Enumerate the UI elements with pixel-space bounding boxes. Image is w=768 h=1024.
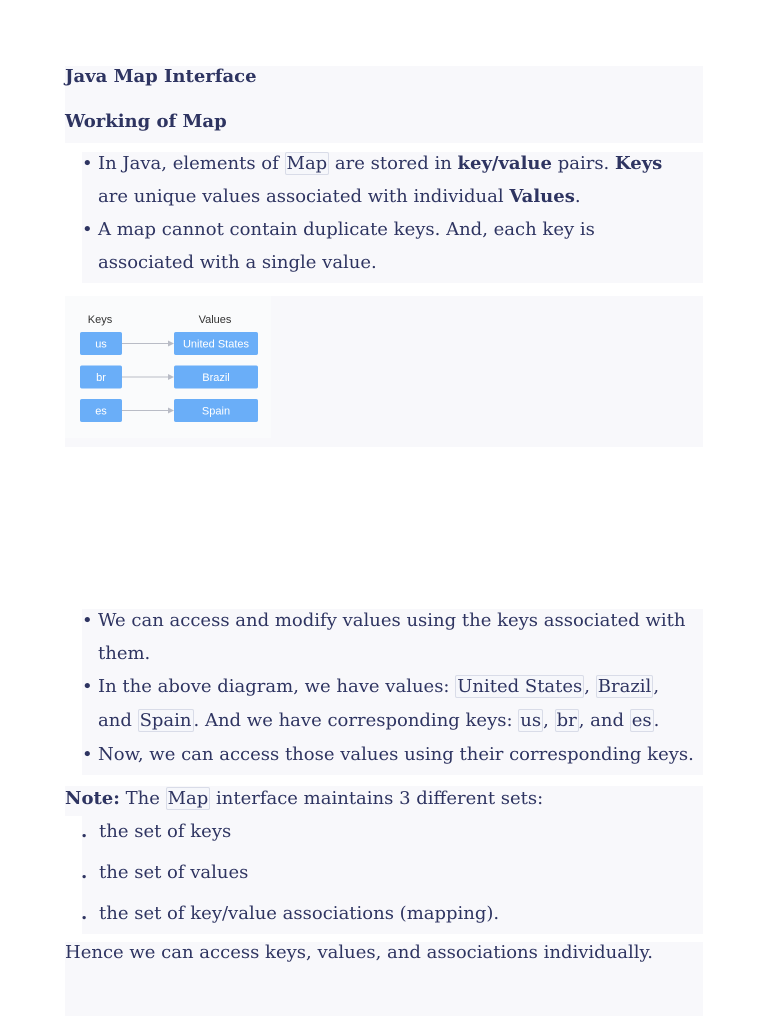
key-label: us [95,338,107,351]
inline-code: Map [286,153,328,174]
list-item: • In the above diagram, we have values: United States , Brazil , and Spain . And we have corresponding keys: us , br , and es . [80,670,695,738]
inline-code: Map [167,788,209,809]
access-list [80,604,695,771]
inline-code: Spain [139,710,192,731]
inline-code: Brazil [597,676,652,697]
value-label: Spain [201,405,231,418]
inline-code: United States [457,676,583,697]
list-item: • We can access and modify values using the keys associated with them. [80,604,695,670]
value-label: Brazil [202,372,230,384]
value-label: United States [182,338,250,351]
inline-code: br [556,710,577,731]
inline-code: us [520,710,542,731]
list-item: • A map cannot contain duplicate keys. And, each key is associated with a single value. [80,213,690,279]
section-title: Working of Map [65,111,227,132]
list-item: • Now, we can access those values using their corresponding keys. [80,738,695,771]
keys-header: Keys [87,314,113,326]
key-label: br [96,372,106,384]
map-diagram [65,296,271,438]
page-title: Java Map Interface [65,66,257,87]
intro-list [80,147,690,279]
values-header: Values [198,314,232,326]
list-item: . the set of values [80,861,680,902]
list-item: . the set of key/value associations (mapping). [80,902,680,943]
map-diagram-svg [65,296,271,438]
note-paragraph: Note: The Map interface maintains 3 different sets: [65,788,544,809]
inline-code: es [631,710,652,731]
key-label: es [95,405,107,418]
list-item: . the set of keys [80,820,680,861]
sets-list [80,820,680,943]
conclusion-paragraph: Hence we can access keys, values, and associations individually. [65,942,654,963]
list-item: • In Java, elements of Map are stored in key/value pairs. Keys are unique values associated with individual Values. [80,147,690,213]
note-label: Note: [65,788,120,809]
